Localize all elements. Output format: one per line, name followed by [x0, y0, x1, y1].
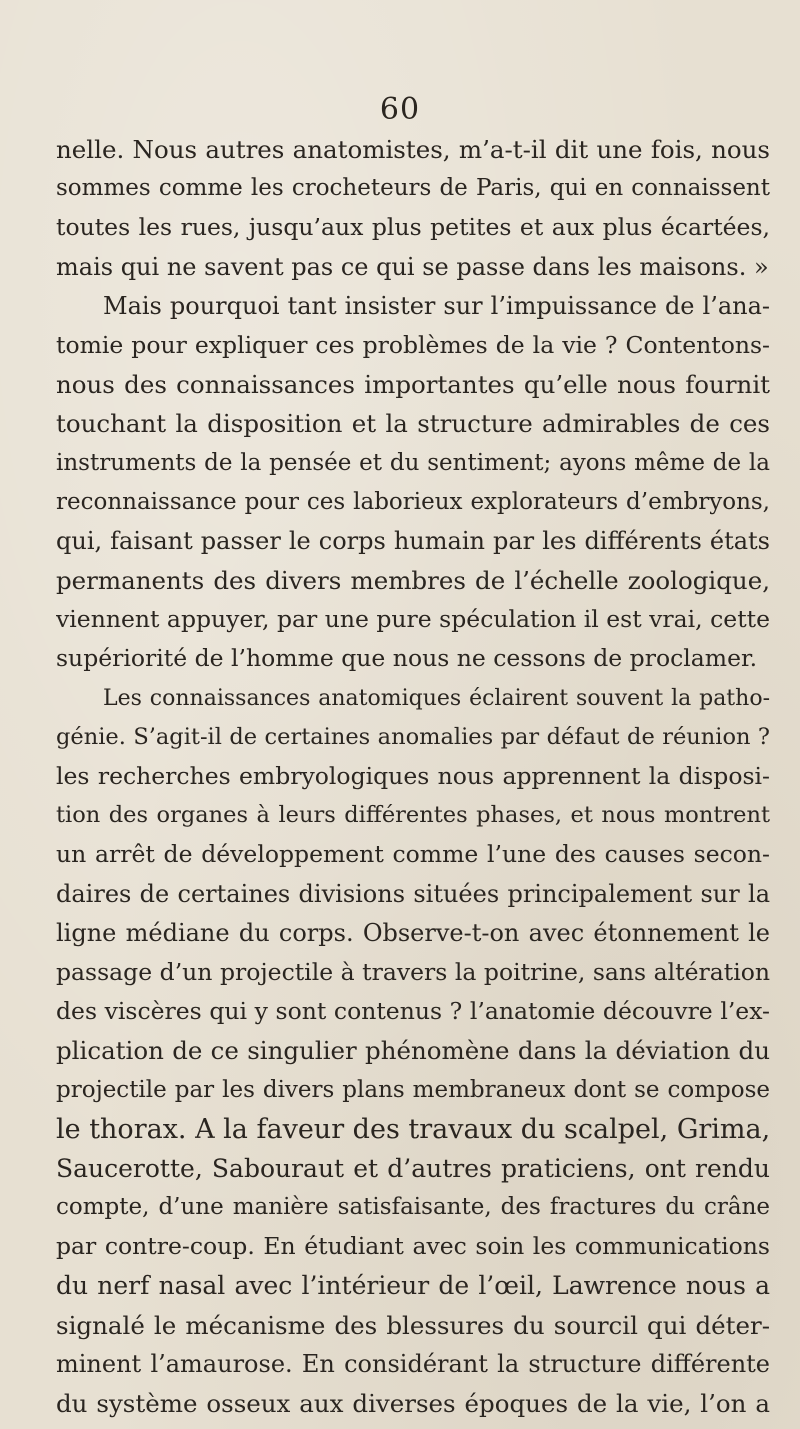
text-line: projectile par les divers plans membraneux dont se compose — [56, 1076, 770, 1103]
text-line: Saucerotte, Sabouraut et d’autres praticiens, ont rendu — [56, 1153, 770, 1183]
text-line: toutes les rues, jusqu’aux plus petites et aux plus écartées, — [56, 213, 770, 242]
text-line: génie. S’agit-il de certaines anomalies par défaut de réunion ? — [56, 723, 770, 750]
text-line: touchant la disposition et la structure admirables de ces — [56, 409, 770, 439]
paragraph-start-line: Les connaissances anatomiques éclairent souvent la patho- — [103, 685, 770, 711]
text-line: viennent appuyer, par une pure spéculation il est vrai, cette — [56, 605, 770, 634]
text-line: par contre-coup. En étudiant avec soin les communications — [56, 1232, 770, 1261]
paragraph-start-line: Mais pourquoi tant insister sur l’impuissance de l’ana- — [103, 291, 770, 320]
text-line: un arrêt de développement comme l’une des causes secon- — [56, 840, 770, 869]
text-line: signalé le mécanisme des blessures du sourcil qui déter- — [56, 1310, 770, 1340]
text-line: le thorax. A la faveur des travaux du scalpel, Grima, — [56, 1113, 770, 1145]
text-line: nelle. Nous autres anatomistes, m’a-t-il dit une fois, nous — [56, 135, 770, 164]
text-line: minent l’amaurose. En considérant la structure différente — [56, 1349, 770, 1378]
text-line: des viscères qui y sont contenus ? l’anatomie découvre l’ex- — [56, 997, 770, 1026]
text-line: daires de certaines divisions situées principalement sur la — [56, 879, 770, 908]
text-line: du système osseux aux diverses époques de la vie, l’on a — [56, 1389, 770, 1418]
text-line: qui, faisant passer le corps humain par les différents états — [56, 526, 770, 555]
text-line: plication de ce singulier phénomène dans la déviation du — [56, 1036, 770, 1066]
text-line: passage d’un projectile à travers la poitrine, sans altération — [56, 957, 770, 986]
text-line: sommes comme les crocheteurs de Paris, qui en connaissent — [56, 175, 770, 202]
body-text — [56, 130, 770, 1423]
text-line: nous des connaissances importantes qu’elle nous fournit — [56, 370, 770, 400]
text-line: tion des organes à leurs différentes phases, et nous montrent — [56, 802, 770, 829]
text-line: compte, d’une manière satisfaisante, des fractures du crâne — [56, 1194, 770, 1221]
text-line: instruments de la pensée et du sentiment; ayons même de la — [56, 449, 770, 476]
text-line: supériorité de l’homme que nous ne cessons de proclamer. — [56, 644, 758, 673]
text-line: reconnaissance pour ces laborieux explorateurs d’embryons, — [56, 488, 770, 515]
text-line: du nerf nasal avec l’intérieur de l’œil, Lawrence nous a — [56, 1271, 770, 1301]
text-line: mais qui ne savent pas ce qui se passe dans les maisons. » — [56, 252, 769, 281]
text-line: les recherches embryologiques nous apprennent la disposi- — [56, 762, 770, 790]
page-number: 60 — [379, 92, 421, 127]
text-line: permanents des divers membres de l’échelle zoologique, — [56, 566, 770, 596]
text-line: tomie pour expliquer ces problèmes de la vie ? Contentons- — [56, 330, 770, 359]
text-line: ligne médiane du corps. Observe-t-on avec étonnement le — [56, 918, 770, 947]
